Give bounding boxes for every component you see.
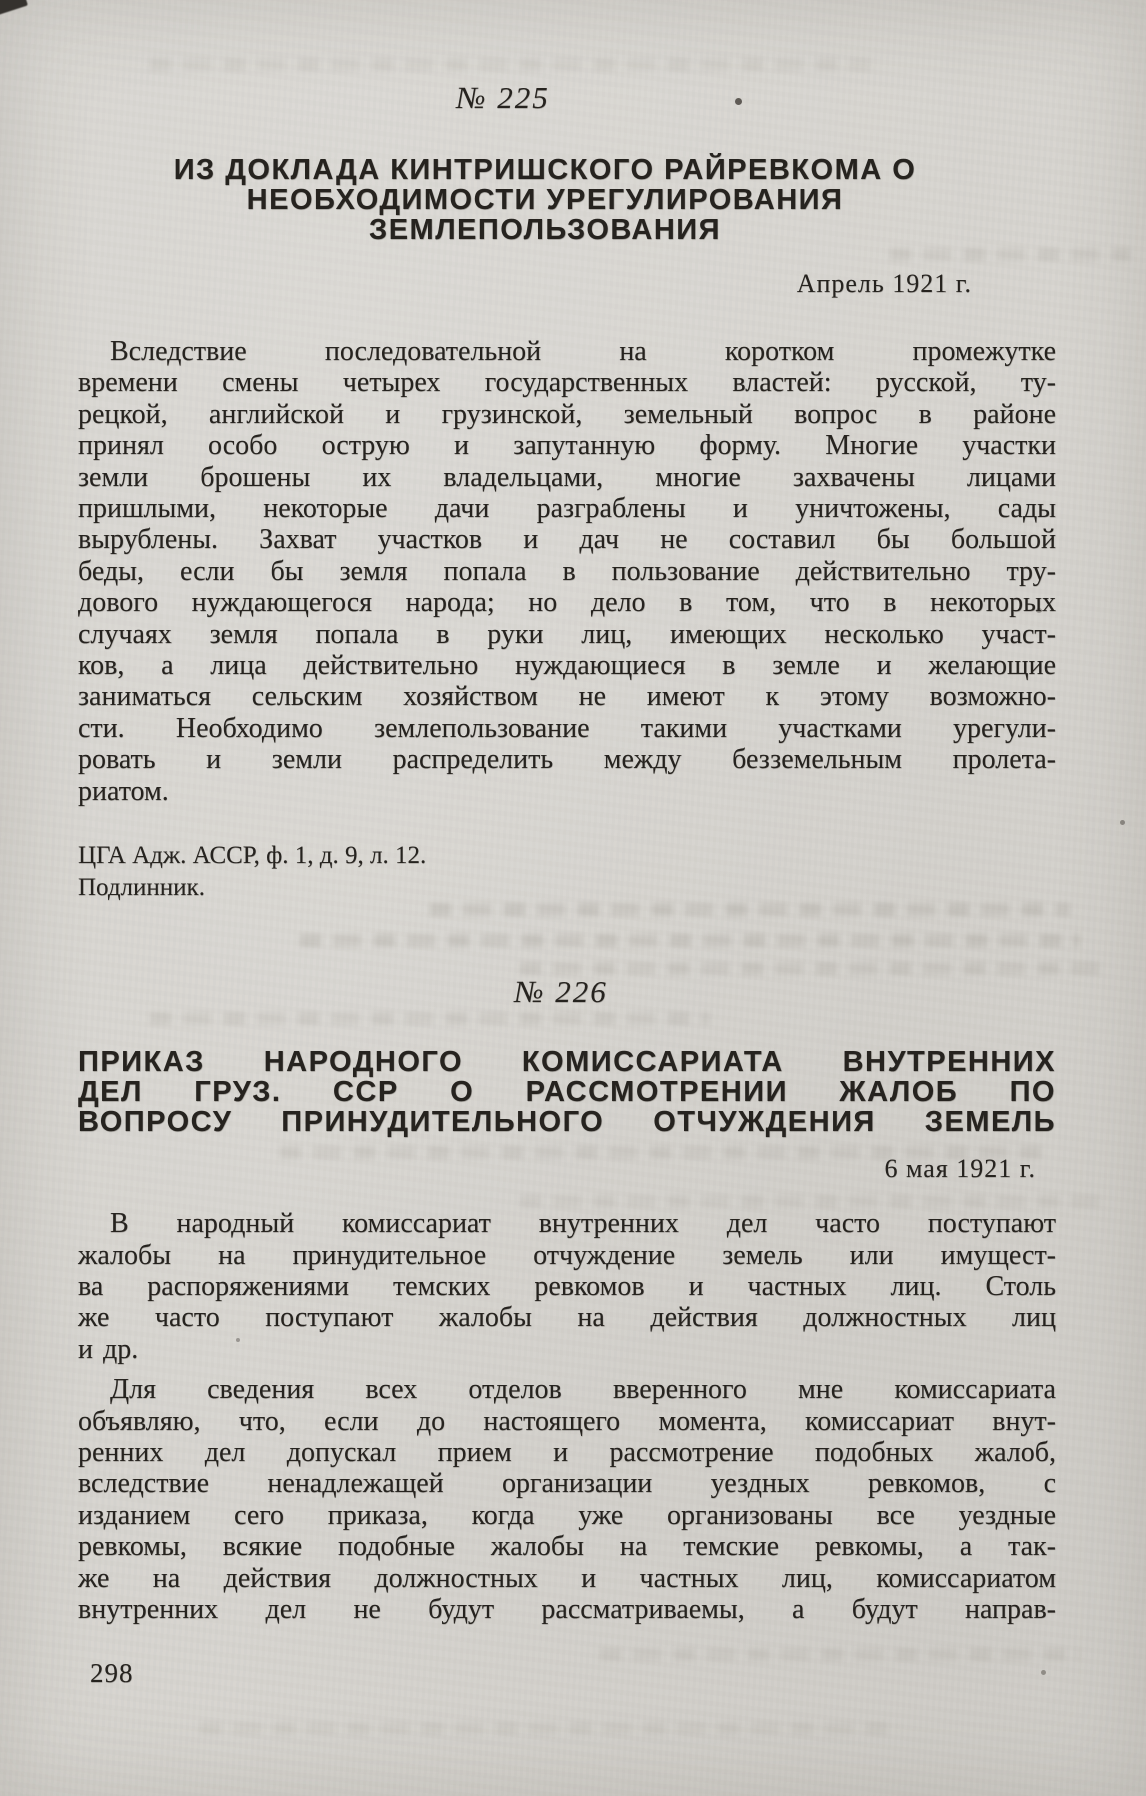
paragraph (78, 1374, 1056, 1625)
text-line: ДЕЛ ГРУЗ. ССР О РАССМОТРЕНИИ ЖАЛОБ ПО (78, 1076, 1056, 1109)
text-line: НЕОБХОДИМОСТИ УРЕГУЛИРОВАНИЯ (246, 184, 844, 216)
paragraph (78, 336, 1056, 807)
text-line: ЗЕМЛЕПОЛЬЗОВАНИЯ (369, 214, 721, 246)
archival-source: ЦГА Адж. АССР, ф. 1, д. 9, л. 12. (78, 842, 427, 870)
text-line: пришлыми, некоторые дачи разграблены и уничтожены, сады (78, 493, 1056, 525)
text-line: случаях земля попала в руки лиц, имеющих несколько участ- (78, 618, 1056, 650)
text-line: ИЗ ДОКЛАДА КИНТРИШСКОГО РАЙРЕВКОМА О (173, 154, 917, 186)
text-line: Вследствие последовательной на коротком промежутке (110, 336, 1056, 367)
text-line: ва распоряжениями темских ревкомов и частных лиц. Столь (78, 1270, 1056, 1302)
doc-date: Апрель 1921 г. (796, 269, 972, 298)
text-line: принял особо острую и запутанную форму. Многие участки (78, 430, 1056, 462)
authenticity-note: Подлинник. (78, 874, 205, 902)
text-line: Для сведения всех отделов вверенного мне комиссариата (110, 1374, 1056, 1406)
text-line: ВОПРОСУ ПРИНУДИТЕЛЬНОГО ОТЧУЖДЕНИЯ ЗЕМЕЛЬ (78, 1106, 1056, 1139)
text-line: изданием сего приказа, когда уже организованы все уездные (78, 1499, 1056, 1531)
text-line: объявляю, что, если до настоящего момента, комиссариат внут- (78, 1405, 1056, 1437)
text-line: же на действия должностных и частных лиц, комиссариатом (78, 1562, 1056, 1594)
text-line: В народный комиссариат внутренних дел часто поступают (110, 1208, 1056, 1240)
text-line: сти. Необходимо землепользование такими участками урегули- (78, 712, 1056, 744)
doc-date: 6 мая 1921 г. (884, 1154, 1036, 1184)
text-line: ренних дел допускал прием и рассмотрение подобных жалоб, (78, 1436, 1056, 1468)
text-line: беды, если бы земля попала в пользование действительно тру- (78, 555, 1056, 587)
paragraph (78, 1208, 1056, 1365)
bleed-through-mark (200, 1722, 900, 1735)
doc-body (78, 336, 1056, 807)
text-line: вследствие ненадлежащей организации уездных ревкомов, с (78, 1468, 1056, 1500)
text-line: риатом. (78, 775, 169, 807)
document-226 (78, 974, 1056, 1625)
ink-speck (1120, 820, 1125, 825)
document-225 (78, 80, 1056, 904)
doc-title (56, 155, 1034, 245)
page-number: 298 (90, 1658, 134, 1689)
text-line: ровать и земли распределить между безземельным пролета- (78, 744, 1056, 776)
text-line: внутренних дел не будут рассматриваемы, а будут направ- (78, 1593, 1056, 1625)
doc-number: № 225 (456, 80, 550, 115)
text-line: времени смены четырех государственных властей: русской, ту- (78, 367, 1056, 399)
text-line: заниматься сельским хозяйством не имеют к этому возможно- (78, 681, 1056, 713)
doc-number: № 226 (514, 974, 608, 1010)
doc-title (78, 1047, 1056, 1137)
text-line: рецкой, английской и грузинской, земельный вопрос в районе (78, 398, 1056, 430)
text-line: ков, а лица действительно нуждающиеся в земле и желающие (78, 650, 1056, 682)
text-line: жалобы на принудительное отчуждение земель или имущест- (78, 1239, 1056, 1271)
text-line: ПРИКАЗ НАРОДНОГО КОМИССАРИАТА ВНУТРЕННИХ (78, 1046, 1056, 1079)
text-column (78, 0, 1056, 1688)
doc-body (78, 1208, 1056, 1625)
text-line: земли брошены их владельцами, многие захвачены лицами (78, 461, 1056, 493)
text-line: ревкомы, всякие подобные жалобы на темские ревкомы, а так- (78, 1531, 1056, 1563)
text-line: же часто поступают жалобы на действия должностных лиц (78, 1302, 1056, 1334)
page-corner-mark (0, 0, 28, 16)
text-line: и др. (78, 1333, 139, 1365)
text-line: вырублены. Захват участков и дач не составил бы большой (78, 524, 1056, 556)
text-line: дового нуждающегося народа; но дело в том, что в некоторых (78, 587, 1056, 619)
